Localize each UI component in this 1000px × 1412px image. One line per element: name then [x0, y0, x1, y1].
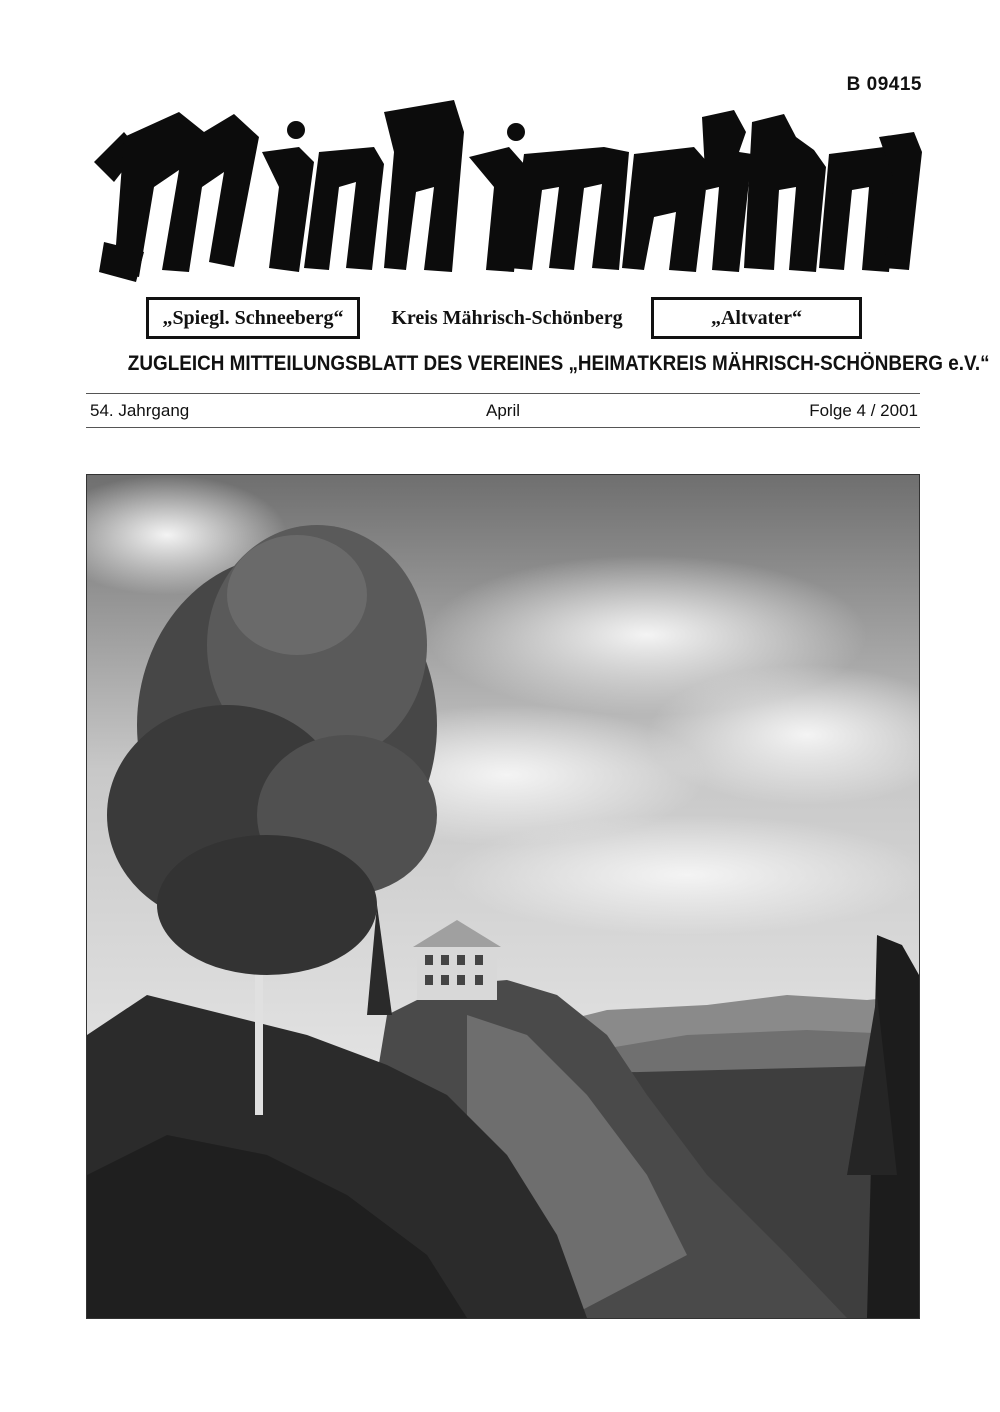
left-region-box: „Spiegl. Schneeberg“	[146, 297, 360, 339]
cover-photo	[86, 474, 920, 1319]
masthead-logo	[84, 92, 924, 292]
district-label: Kreis Mährisch-Schönberg	[391, 307, 623, 329]
publication-code: B 09415	[846, 74, 922, 95]
volume-label: 54. Jahrgang	[90, 401, 190, 420]
bottom-divider	[86, 427, 920, 428]
subtitle: ZUGLEICH MITTEILUNGSBLATT DES VEREINES „HEIMATKREIS MÄHRISCH-SCHÖNBERG e.V.“	[127, 352, 990, 375]
right-region-box: „Altvater“	[651, 297, 862, 339]
issue-info-row	[86, 398, 920, 424]
month-label: April	[485, 401, 521, 420]
top-divider	[86, 393, 920, 394]
region-bar	[146, 297, 862, 339]
issue-number: Folge 4 / 2001	[809, 401, 918, 420]
